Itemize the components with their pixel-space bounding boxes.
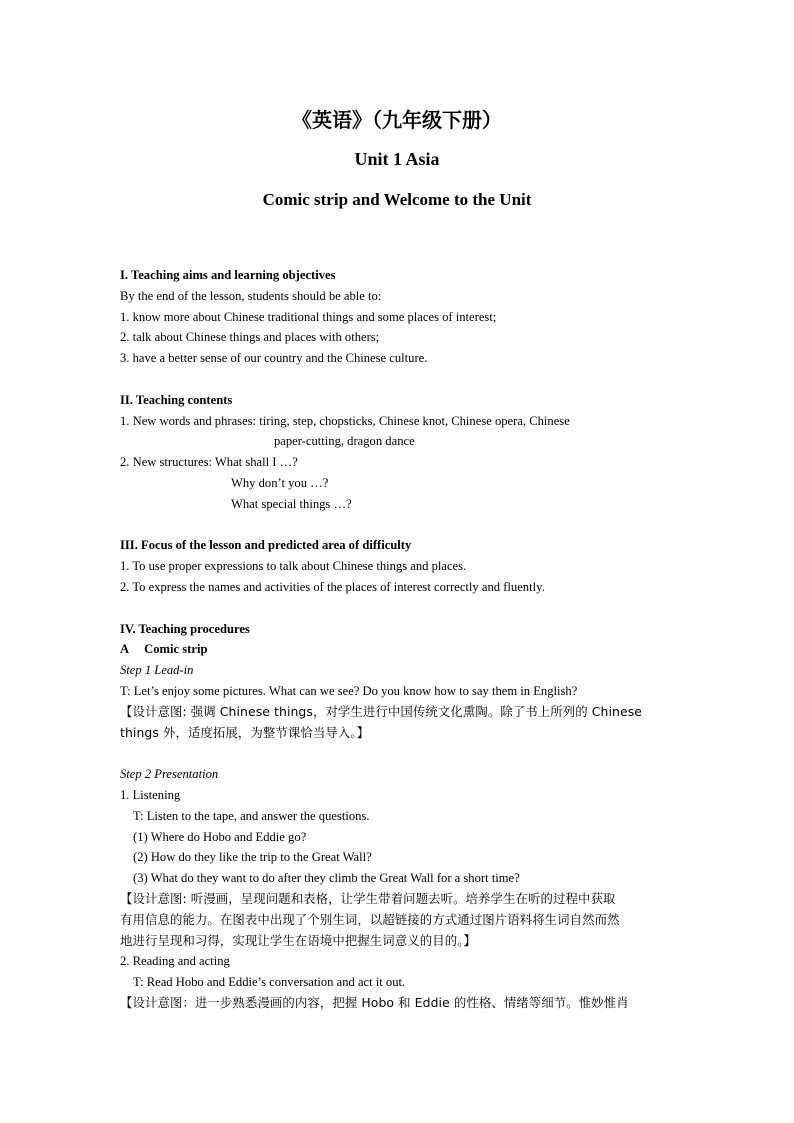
design-note: things 外，适度拓展，为整节课恰当导入。】 (120, 724, 370, 740)
listening-instruction: T: Listen to the tape, and answer the questions. (133, 808, 370, 823)
aim-item: 2. talk about Chinese things and places with others; (120, 330, 380, 345)
focus-item: 2. To express the names and activities of the places of interest correctly and fluently. (120, 579, 545, 594)
design-note: 【设计意图: 强调 Chinese things，对学生进行中国传统文化熏陶。除了书上所列的 Chinese (120, 703, 642, 719)
spacer (120, 369, 680, 390)
listening-heading: 1. Listening (120, 787, 181, 802)
spacer (120, 598, 680, 619)
document-title: 《英语》（九年级下册） (292, 110, 502, 132)
listening-question: (1) Where do Hobo and Eddie go? (133, 829, 307, 844)
new-structures: 2. New structures: What shall I …? (120, 455, 298, 470)
step-2-heading: Step 2 Presentation (120, 767, 219, 782)
listening-question: (2) How do they like the trip to the Great Wall? (133, 850, 372, 865)
part-a-heading: A Comic strip (120, 642, 208, 657)
step-1-text: T: Let’s enjoy some pictures. What can we see? Do you know how to say them in English? (120, 683, 578, 698)
new-words-continued: paper-cutting, dragon dance (274, 434, 415, 449)
spacer (120, 515, 680, 536)
new-structures-continued: What special things …? (231, 496, 352, 511)
section-heading-focus: III. Focus of the lesson and predicted area of difficulty (120, 538, 412, 553)
design-note: 有用信息的能力。在图表中出现了个别生词，以超链接的方式通过图片语料将生词自然而然 (120, 911, 620, 927)
document-body (120, 265, 680, 1014)
listening-question: (3) What do they want to do after they climb the Great Wall for a short time? (133, 871, 520, 886)
aims-intro: By the end of the lesson, students should be able to: (120, 288, 382, 303)
aim-item: 1. know more about Chinese traditional things and some places of interest; (120, 309, 497, 324)
reading-instruction: T: Read Hobo and Eddie’s conversation and act it out. (133, 975, 406, 990)
new-structures-continued: Why don’t you …? (231, 475, 329, 490)
new-words: 1. New words and phrases: tiring, step, chopsticks, Chinese knot, Chinese opera, Chinese (120, 413, 570, 428)
aim-item: 3. have a better sense of our country and the Chinese culture. (120, 351, 428, 366)
section-heading-aims: I. Teaching aims and learning objectives (120, 268, 336, 282)
design-note: 【设计意图：进一步熟悉漫画的内容，把握 Hobo 和 Eddie 的性格、情绪等细节。惟妙惟肖 (120, 994, 629, 1010)
section-heading-procedures: IV. Teaching procedures (120, 621, 250, 636)
spacer (120, 743, 680, 764)
design-note: 地进行呈现和习得，实现让学生在语境中把握生词意义的目的。】 (120, 932, 477, 948)
reading-heading: 2. Reading and acting (120, 954, 230, 969)
focus-item: 1. To use proper expressions to talk about Chinese things and places. (120, 559, 467, 574)
step-1-heading: Step 1 Lead-in (120, 663, 194, 678)
section-heading-contents: II. Teaching contents (120, 392, 233, 407)
unit-title: Unit 1 Asia (354, 149, 440, 169)
lesson-title: Comic strip and Welcome to the Unit (262, 190, 532, 209)
design-note: 【设计意图: 听漫画，呈现问题和表格，让学生带着问题去听。培养学生在听的过程中获取 (120, 890, 616, 906)
